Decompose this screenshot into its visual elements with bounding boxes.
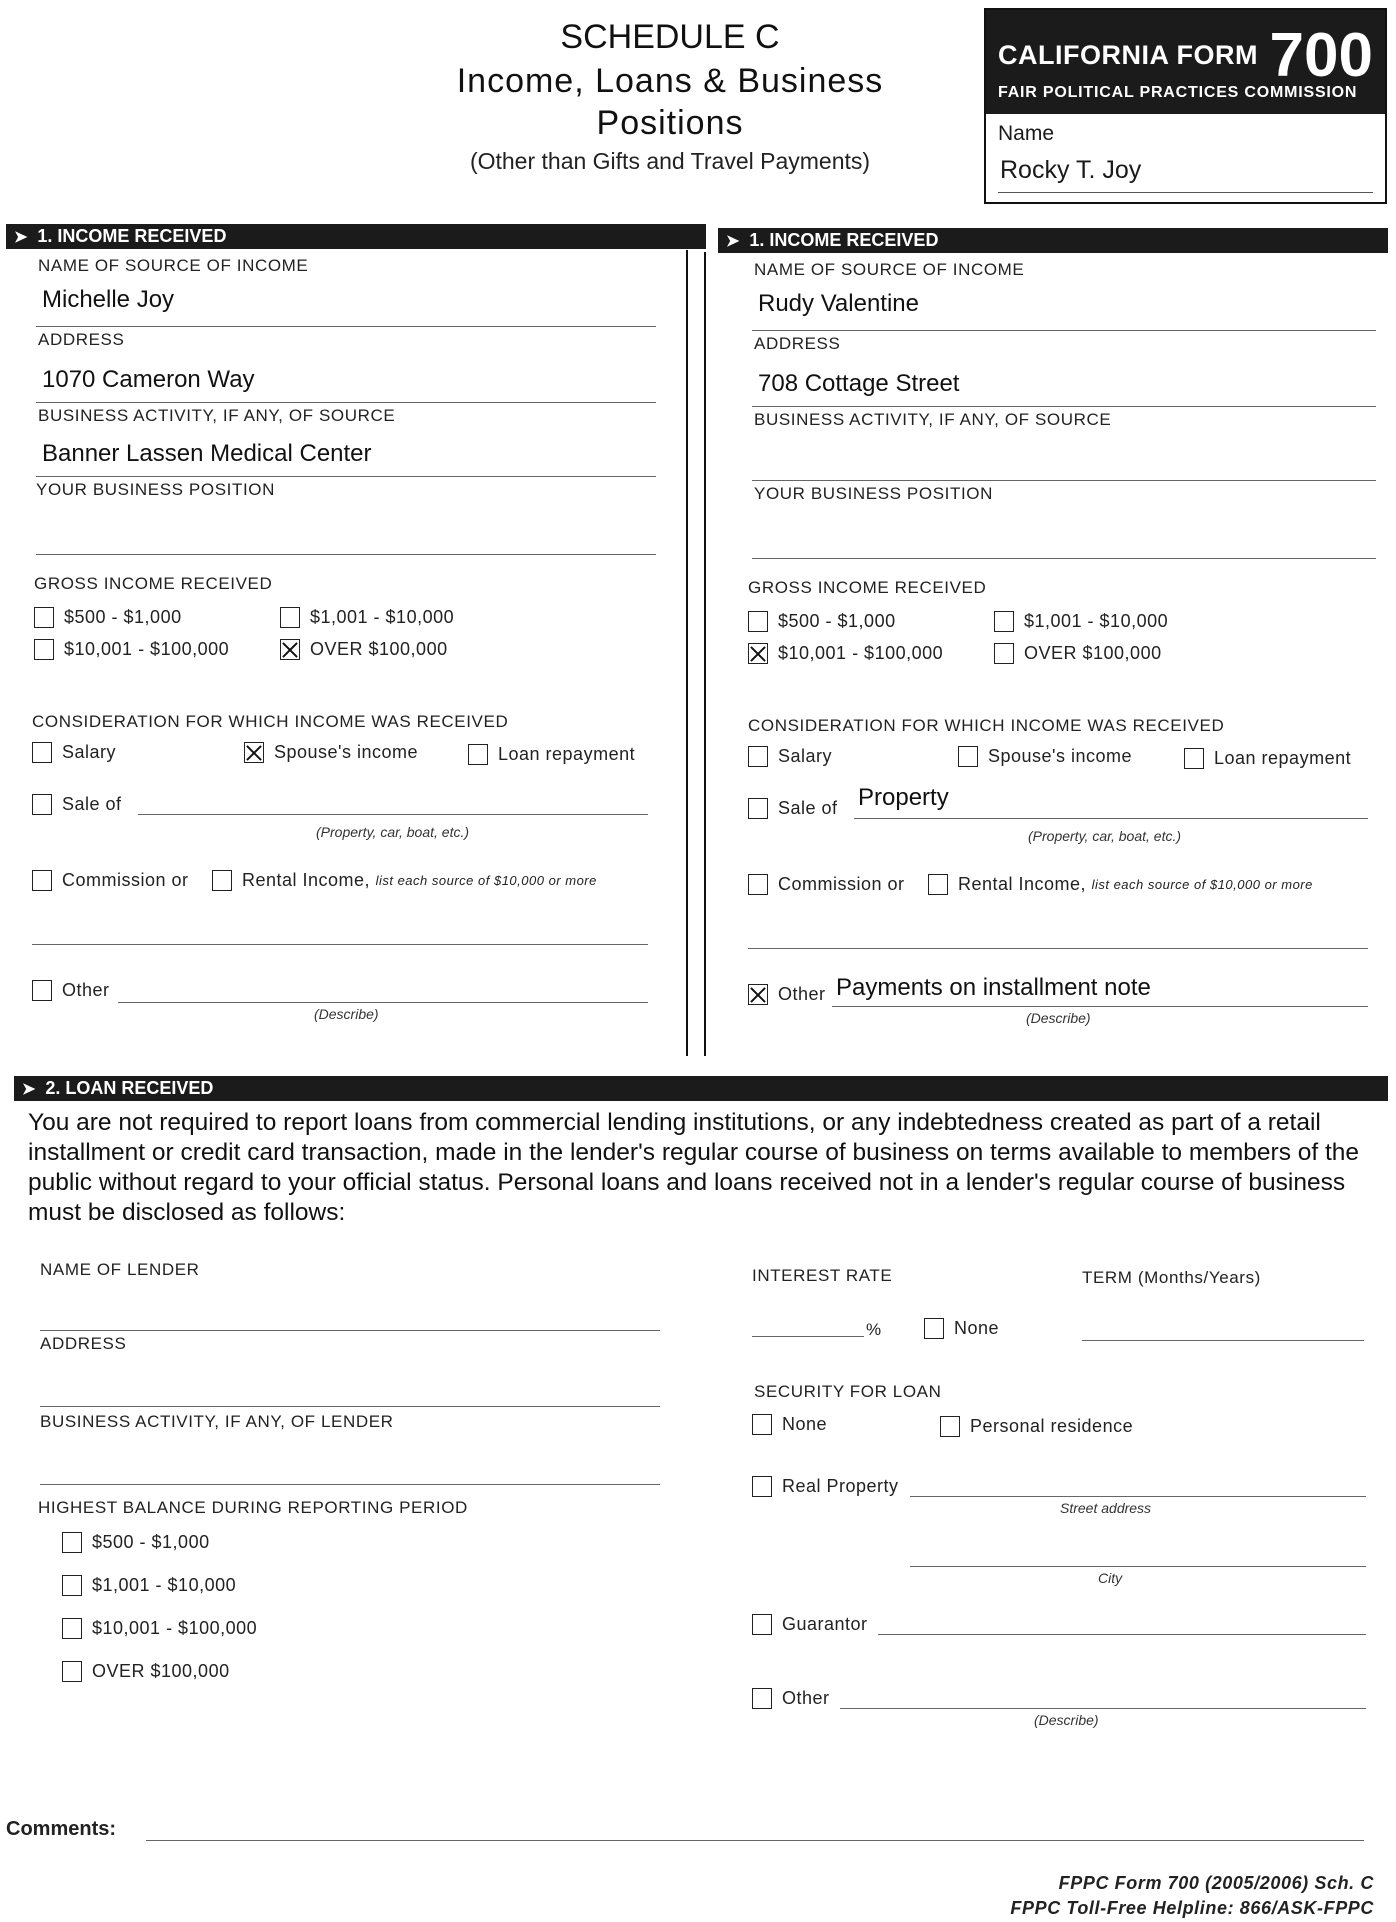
- salary-option[interactable]: Salary: [748, 746, 832, 767]
- checkbox[interactable]: [32, 980, 52, 1001]
- loan-instructions: You are not required to report loans from commercial lending institutions, or any indebtedness created as part of a retail installment or credit card transaction, made in the lender's regular course of business on terms available to members of the public without regard to your official status. Personal loans and loans received not in a lender's regular course of business must be disclosed as follows:: [28, 1109, 1360, 1226]
- real-property-option[interactable]: Real Property: [752, 1476, 899, 1497]
- activity-underline: [36, 476, 656, 477]
- checkbox[interactable]: [748, 874, 768, 895]
- position-underline: [36, 554, 656, 555]
- form-title-line2: Positions: [596, 104, 744, 142]
- checkbox[interactable]: [32, 742, 52, 763]
- checkbox[interactable]: [924, 1318, 944, 1339]
- gross-income-label: GROSS INCOME RECEIVED: [34, 574, 273, 593]
- form-id-box: [984, 8, 1387, 204]
- rental-income-option[interactable]: Rental Income, list each source of $10,000 or more: [212, 870, 597, 891]
- interest-none-option[interactable]: None: [924, 1318, 999, 1339]
- checkbox[interactable]: [1184, 748, 1204, 769]
- sale-of-option[interactable]: Sale of: [32, 794, 122, 815]
- other-option[interactable]: Other: [32, 980, 110, 1001]
- checkbox[interactable]: [62, 1661, 82, 1682]
- other-underline: [118, 1002, 648, 1003]
- column-divider: [704, 252, 706, 1056]
- checkbox[interactable]: [752, 1476, 772, 1497]
- lender-activity-label: BUSINESS ACTIVITY, IF ANY, OF LENDER: [40, 1412, 394, 1431]
- form-subtitle: (Other than Gifts and Travel Payments): [469, 148, 871, 174]
- gross-option[interactable]: $500 - $1,000: [34, 607, 182, 628]
- activity-label: BUSINESS ACTIVITY, IF ANY, OF SOURCE: [754, 410, 1112, 429]
- highest-balance-label: HIGHEST BALANCE DURING REPORTING PERIOD: [38, 1498, 468, 1517]
- checkbox-checked[interactable]: [748, 643, 768, 664]
- name-label: Name: [998, 122, 1055, 145]
- arrow-icon: ➤: [14, 229, 28, 246]
- checkbox[interactable]: [468, 744, 488, 765]
- consideration-label: CONSIDERATION FOR WHICH INCOME WAS RECEIVED: [748, 716, 1225, 735]
- property-caption: (Property, car, boat, etc.): [1028, 828, 1182, 844]
- term-label: TERM (Months/Years): [1082, 1268, 1261, 1287]
- checkbox[interactable]: [62, 1532, 82, 1553]
- checkbox[interactable]: [752, 1688, 772, 1709]
- name-underline: [998, 192, 1373, 193]
- security-label: SECURITY FOR LOAN: [754, 1382, 942, 1401]
- interest-rate-label: INTEREST RATE: [752, 1266, 893, 1285]
- checkbox[interactable]: [748, 746, 768, 767]
- loan-repayment-option[interactable]: Loan repayment: [1184, 748, 1351, 769]
- activity-underline: [752, 480, 1376, 481]
- guarantor-field[interactable]: [878, 1634, 1366, 1635]
- position-label: YOUR BUSINESS POSITION: [36, 480, 275, 499]
- sale-of-underline: [138, 814, 648, 815]
- source-underline: [752, 330, 1376, 331]
- checkbox-checked[interactable]: [244, 742, 264, 763]
- gross-option[interactable]: $10,001 - $100,000: [748, 643, 943, 664]
- gross-option[interactable]: $10,001 - $100,000: [34, 639, 229, 660]
- salary-option[interactable]: Salary: [32, 742, 116, 763]
- footer-form-id: FPPC Form 700 (2005/2006) Sch. C: [1058, 1873, 1374, 1893]
- gross-income-label: GROSS INCOME RECEIVED: [748, 578, 987, 597]
- interest-rate-field[interactable]: [752, 1336, 864, 1337]
- balance-option[interactable]: $10,001 - $100,000: [62, 1618, 257, 1639]
- gross-option[interactable]: $1,001 - $10,000: [280, 607, 454, 628]
- city-field[interactable]: [910, 1566, 1366, 1567]
- other-option[interactable]: Other: [748, 984, 826, 1005]
- position-label: YOUR BUSINESS POSITION: [754, 484, 993, 503]
- rental-income-option[interactable]: Rental Income, list each source of $10,000 or more: [928, 874, 1313, 895]
- city-caption: City: [1098, 1570, 1123, 1586]
- checkbox[interactable]: [32, 794, 52, 815]
- address-field[interactable]: 1070 Cameron Way: [42, 366, 255, 393]
- schedule-label: SCHEDULE C: [560, 18, 780, 56]
- comments-label: Comments:: [6, 1818, 117, 1840]
- income-header-left: ➤ 1. INCOME RECEIVED: [6, 224, 706, 249]
- consideration-label: CONSIDERATION FOR WHICH INCOME WAS RECEIVED: [32, 712, 509, 731]
- checkbox-checked[interactable]: [280, 639, 300, 660]
- property-caption: (Property, car, boat, etc.): [316, 824, 470, 840]
- column-divider: [686, 250, 688, 1056]
- sale-of-underline: [854, 818, 1368, 819]
- gross-option[interactable]: $500 - $1,000: [748, 611, 896, 632]
- checkbox[interactable]: [752, 1414, 772, 1435]
- checkbox[interactable]: [34, 607, 54, 628]
- checkbox[interactable]: [748, 611, 768, 632]
- checkbox[interactable]: [34, 639, 54, 660]
- term-field[interactable]: [1082, 1340, 1364, 1341]
- source-field[interactable]: Michelle Joy: [42, 286, 175, 313]
- checkbox[interactable]: [994, 611, 1014, 632]
- personal-residence-option[interactable]: Personal residence: [940, 1416, 1133, 1437]
- commission-option[interactable]: Commission or: [748, 874, 905, 895]
- guarantor-option[interactable]: Guarantor: [752, 1614, 868, 1635]
- comments-field[interactable]: [146, 1840, 1364, 1841]
- checkbox-checked[interactable]: [748, 984, 768, 1005]
- checkbox[interactable]: [280, 607, 300, 628]
- sale-of-option[interactable]: Sale of: [748, 798, 838, 819]
- checkbox[interactable]: [748, 798, 768, 819]
- street-address-field[interactable]: [910, 1496, 1366, 1497]
- commission-label: FAIR POLITICAL PRACTICES COMMISSION: [998, 84, 1358, 101]
- spouse-income-option[interactable]: Spouse's income: [958, 746, 1132, 767]
- source-label: NAME OF SOURCE OF INCOME: [38, 256, 309, 275]
- form-id-banner: [986, 10, 1385, 114]
- form-number: 700: [1269, 21, 1373, 90]
- gross-option[interactable]: OVER $100,000: [280, 639, 448, 660]
- rental-underline: [32, 944, 648, 945]
- arrow-icon: ➤: [22, 1081, 36, 1098]
- checkbox[interactable]: [752, 1614, 772, 1635]
- other-underline: [832, 1006, 1368, 1007]
- source-label: NAME OF SOURCE OF INCOME: [754, 260, 1025, 279]
- address-label: ADDRESS: [38, 330, 125, 349]
- loan-repayment-option[interactable]: Loan repayment: [468, 744, 635, 765]
- lender-address-label: ADDRESS: [40, 1334, 127, 1353]
- security-other-field[interactable]: [840, 1708, 1366, 1709]
- describe-caption: (Describe): [1034, 1712, 1099, 1728]
- balance-option[interactable]: OVER $100,000: [62, 1661, 230, 1682]
- balance-option[interactable]: $500 - $1,000: [62, 1532, 210, 1553]
- lender-activity-underline[interactable]: [40, 1484, 660, 1485]
- checkbox[interactable]: [32, 870, 52, 891]
- lender-label: NAME OF LENDER: [40, 1260, 200, 1279]
- commission-option[interactable]: Commission or: [32, 870, 189, 891]
- activity-field[interactable]: Banner Lassen Medical Center: [42, 440, 372, 467]
- percent-sign: %: [866, 1320, 882, 1339]
- address-label: ADDRESS: [754, 334, 841, 353]
- security-none-option[interactable]: None: [752, 1414, 827, 1435]
- describe-caption: (Describe): [314, 1006, 379, 1022]
- rental-underline: [748, 948, 1368, 949]
- checkbox[interactable]: [958, 746, 978, 767]
- income-header-right: ➤ 1. INCOME RECEIVED: [718, 228, 1388, 253]
- other-field[interactable]: Payments on installment note: [836, 974, 1151, 1001]
- describe-caption: (Describe): [1026, 1010, 1091, 1026]
- loan-header: ➤ 2. LOAN RECEIVED: [14, 1076, 1388, 1101]
- checkbox[interactable]: [212, 870, 232, 891]
- arrow-icon: ➤: [726, 233, 740, 250]
- form-title-line1: Income, Loans & Business: [456, 62, 884, 100]
- spouse-income-option[interactable]: Spouse's income: [244, 742, 418, 763]
- checkbox[interactable]: [940, 1416, 960, 1437]
- position-underline: [752, 558, 1376, 559]
- gross-option[interactable]: OVER $100,000: [994, 643, 1162, 664]
- sale-of-field[interactable]: Property: [858, 784, 949, 811]
- checkbox[interactable]: [994, 643, 1014, 664]
- gross-option[interactable]: $1,001 - $10,000: [994, 611, 1168, 632]
- california-form-label: CALIFORNIA FORM: [998, 40, 1258, 70]
- security-other-option[interactable]: Other: [752, 1688, 830, 1709]
- address-underline: [36, 402, 656, 403]
- checkbox[interactable]: [62, 1618, 82, 1639]
- lender-address-underline[interactable]: [40, 1406, 660, 1407]
- lender-underline[interactable]: [40, 1330, 660, 1331]
- checkbox[interactable]: [928, 874, 948, 895]
- address-field[interactable]: 708 Cottage Street: [758, 370, 960, 397]
- street-address-caption: Street address: [1060, 1500, 1152, 1516]
- activity-label: BUSINESS ACTIVITY, IF ANY, OF SOURCE: [38, 406, 396, 425]
- checkbox[interactable]: [62, 1575, 82, 1596]
- footer-helpline: FPPC Toll-Free Helpline: 866/ASK-FPPC: [1010, 1898, 1374, 1918]
- source-underline: [36, 326, 656, 327]
- balance-option[interactable]: $1,001 - $10,000: [62, 1575, 236, 1596]
- address-underline: [752, 406, 1376, 407]
- name-field[interactable]: Rocky T. Joy: [1000, 156, 1142, 184]
- source-field[interactable]: Rudy Valentine: [758, 290, 919, 317]
